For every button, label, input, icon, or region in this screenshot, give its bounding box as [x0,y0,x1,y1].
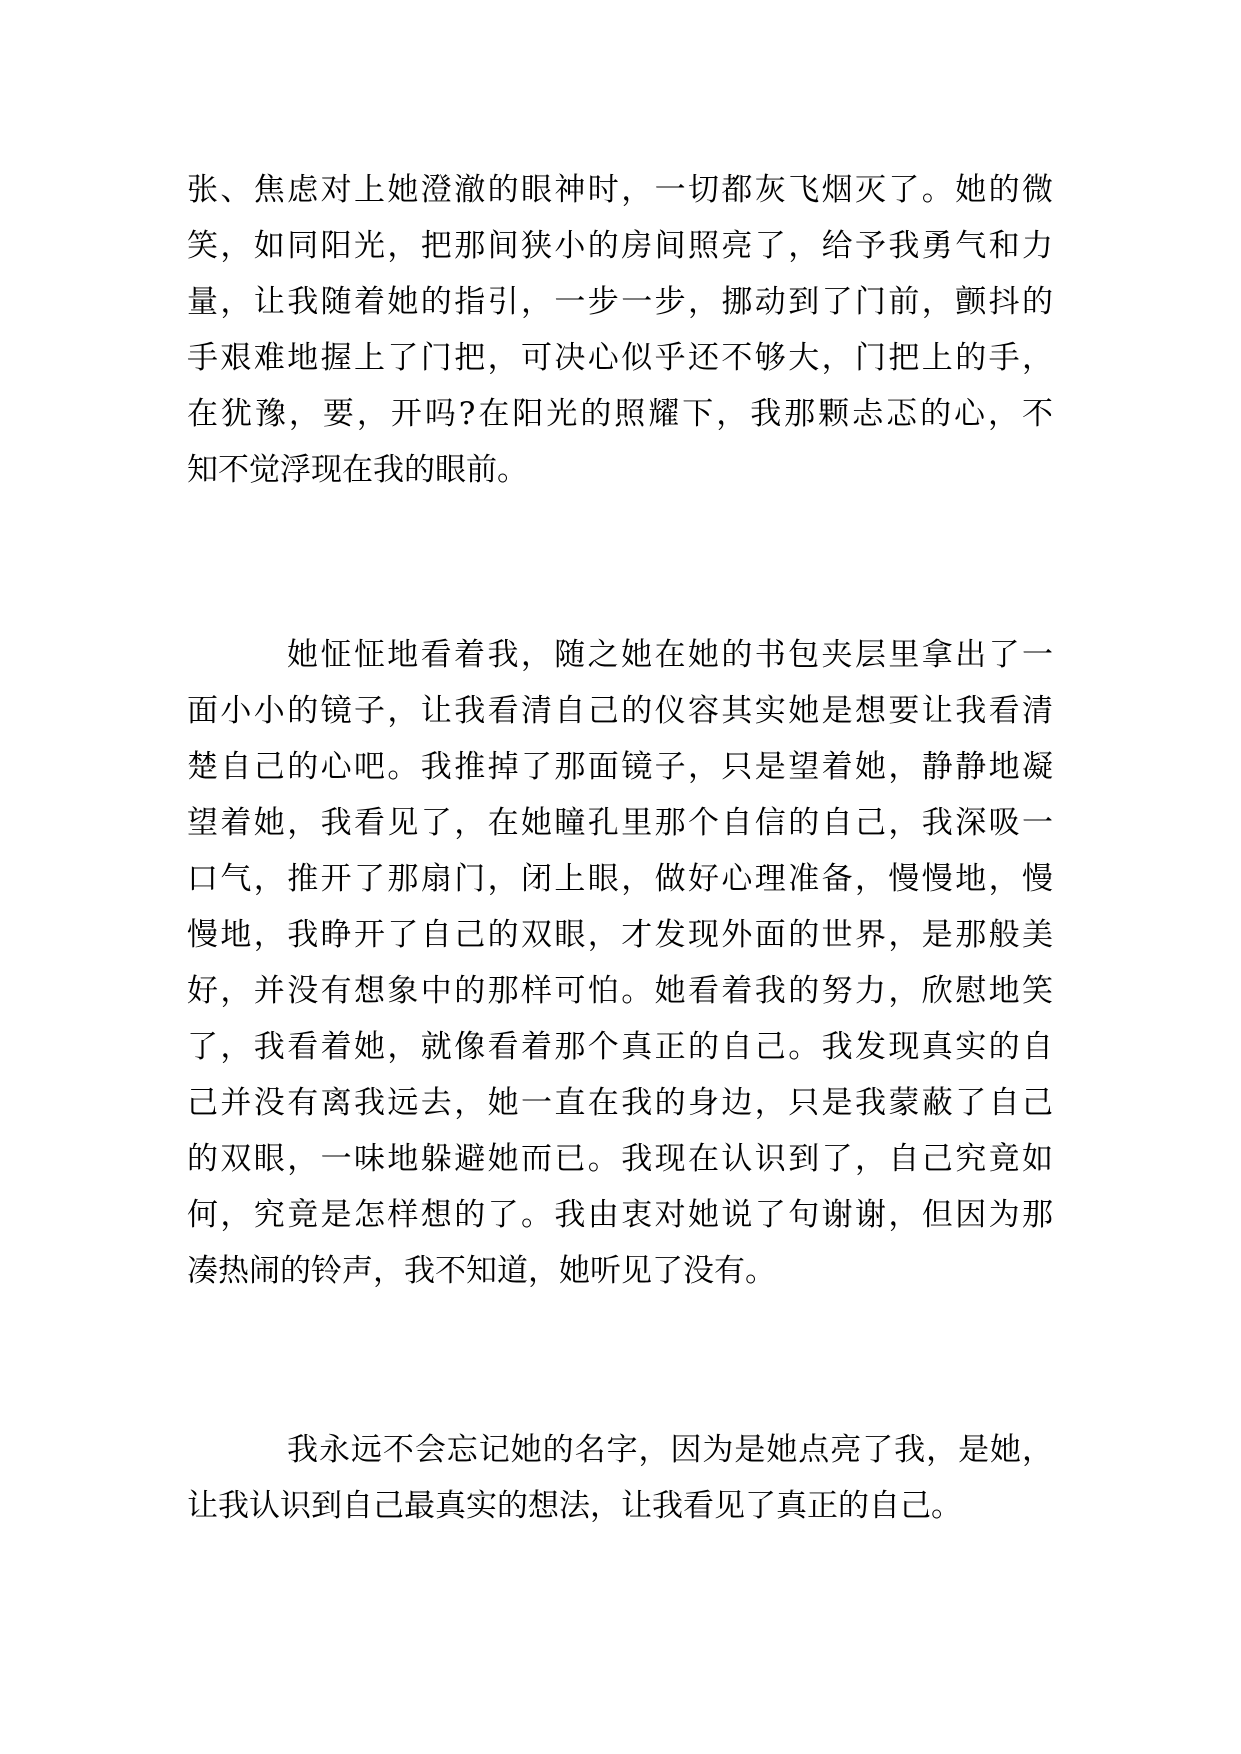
text-line: 的双眼，一味地躲避她而已。我现在认识到了，自己究竟如 [187,1141,1053,1177]
text-line: 笑，如同阳光，把那间狭小的房间照亮了，给予我勇气和力 [187,228,1053,264]
paragraph-3 [187,1422,1053,1534]
paragraph-1 [187,162,1053,498]
text-line: 张、焦虑对上她澄澈的眼神时，一切都灰飞烟灭了。她的微 [187,172,1053,208]
text-line: 量，让我随着她的指引，一步一步，挪动到了门前，颤抖的 [187,284,1053,320]
text-line: 让我认识到自己最真实的想法，让我看见了真正的自己。 [187,1488,962,1524]
text-line: 望着她，我看见了，在她瞳孔里那个自信的自己，我深吸一 [187,805,1053,841]
text-line: 在犹豫，要，开吗?在阳光的照耀下，我那颗忐忑的心，不 [187,396,1053,432]
text-line: 何，究竟是怎样想的了。我由衷对她说了句谢谢，但因为那 [187,1197,1053,1233]
text-line: 我永远不会忘记她的名字，因为是她点亮了我，是她， [287,1432,1053,1468]
text-line: 凑热闹的铃声，我不知道，她听见了没有。 [187,1253,776,1289]
text-line: 手艰难地握上了门把，可决心似乎还不够大，门把上的手， [187,340,1053,376]
text-line: 知不觉浮现在我的眼前。 [187,452,528,488]
text-line: 口气，推开了那扇门，闭上眼，做好心理准备，慢慢地，慢 [187,861,1053,897]
text-line: 己并没有离我远去，她一直在我的身边，只是我蒙蔽了自己 [187,1085,1053,1121]
paragraph-2 [187,627,1053,1299]
text-line: 她怔怔地看着我，随之她在她的书包夹层里拿出了一 [287,637,1053,673]
text-line: 面小小的镜子，让我看清自己的仪容其实她是想要让我看清 [187,693,1053,729]
text-line: 慢地，我睁开了自己的双眼，才发现外面的世界，是那般美 [187,917,1053,953]
text-line: 好，并没有想象中的那样可怕。她看着我的努力，欣慰地笑 [187,973,1053,1009]
text-line: 了，我看着她，就像看着那个真正的自己。我发现真实的自 [187,1029,1053,1065]
text-line: 楚自己的心吧。我推掉了那面镜子，只是望着她，静静地凝 [187,749,1053,785]
